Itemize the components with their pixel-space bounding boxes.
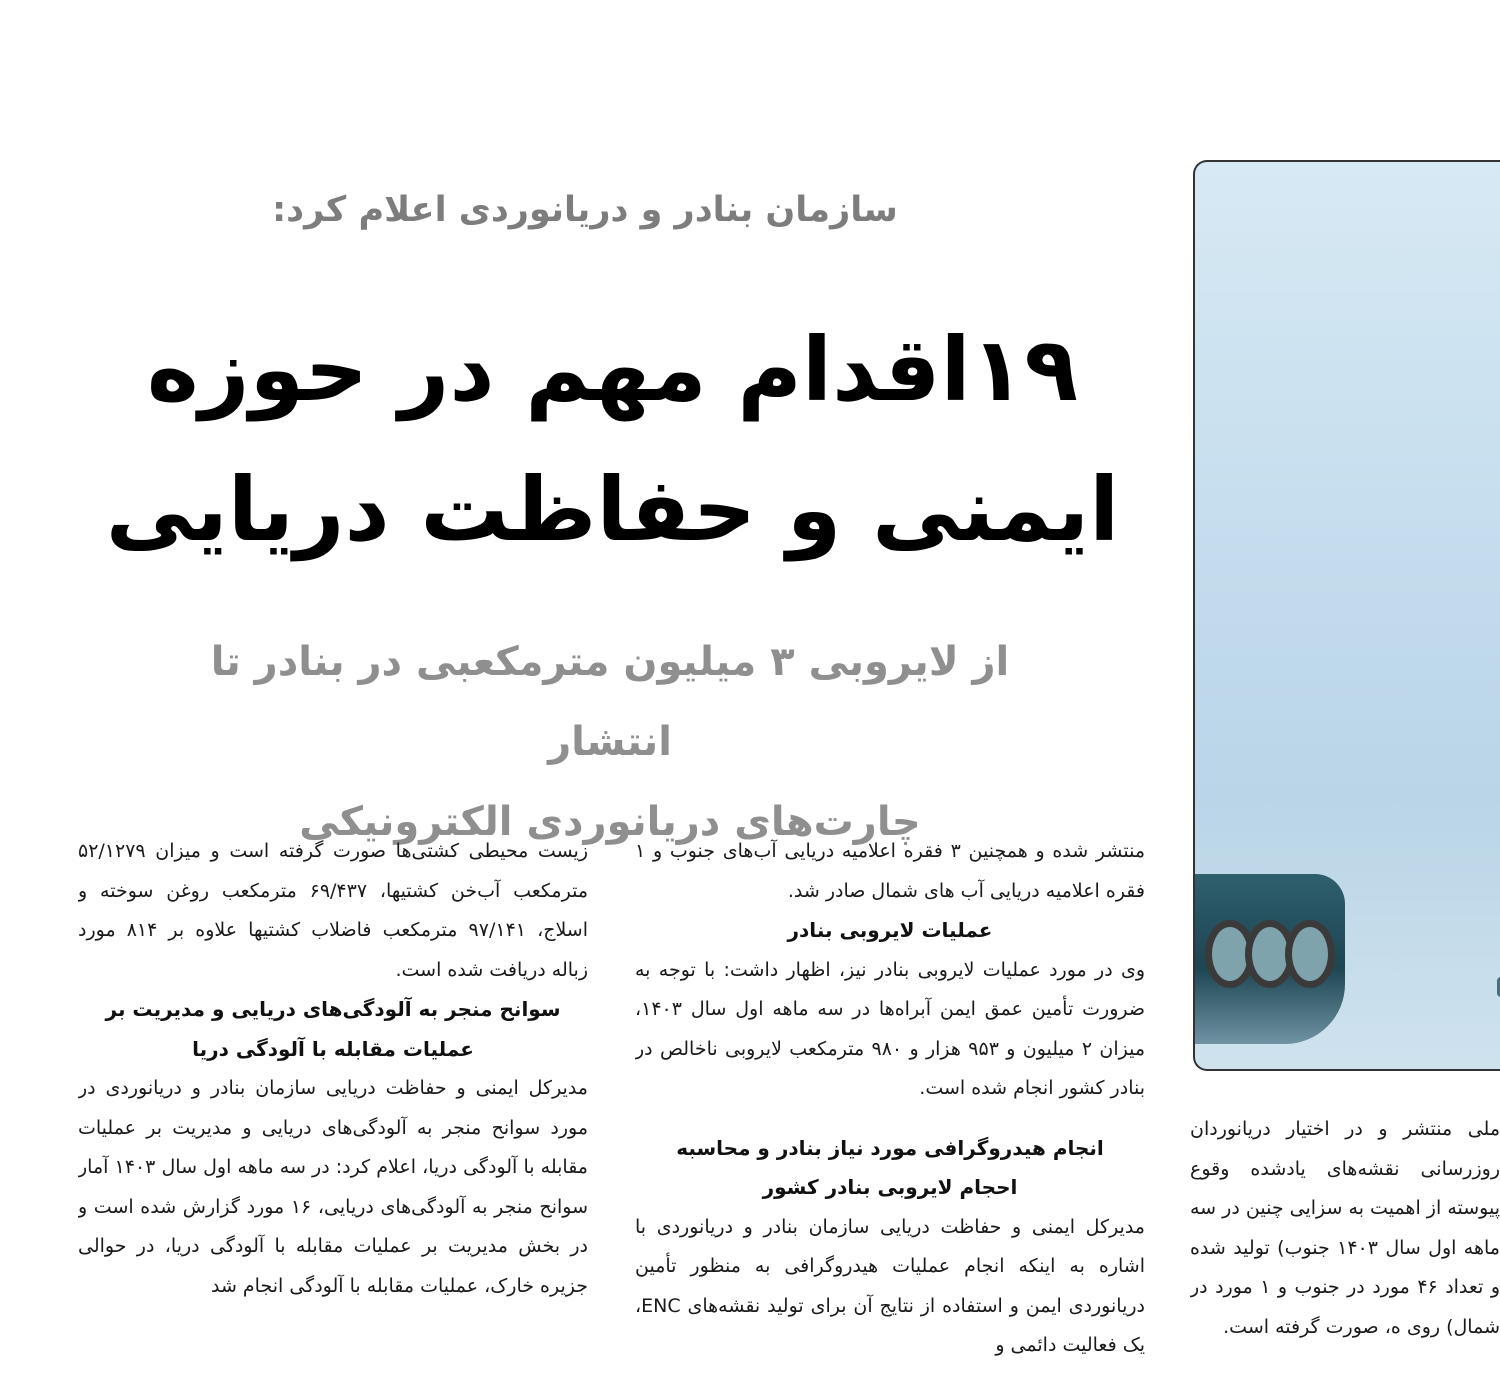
paragraph: وی در مورد عملیات لایروبی بنادر نیز، اظهار داشت: با توجه به ضرورت تأمین عمق ایمن آبراه‌ها در سه ماهه اول سال ۱۴۰۳، میزان ۲ میلیون و ۹۵۳ هزار و ۹۸۰ مترمکعب لایروبی ناخالص در بنادر کشور انجام شده است. xyxy=(635,958,1145,1099)
article-photo xyxy=(1193,160,1500,1071)
headline xyxy=(90,300,1135,580)
article-column-left xyxy=(78,832,588,1398)
paragraph: ملی منتشر و در اختیار دریانوردان روزرسانی نقشه‌های یادشده وقوع پیوسته از اهمیت به سزایی چنین در سه ماهه اول سال ۱۴۰۳ جنوب) تولید شده و تعداد ۴۶ مورد در جنوب و ۱ مورد در شمال) روی ه، صورت گرفته است. xyxy=(1190,1118,1500,1338)
section-heading-line-1: سوانح منجر به آلودگی‌های دریایی و مدیریت بر xyxy=(105,997,561,1021)
section-heading xyxy=(635,1129,1145,1208)
section-heading xyxy=(78,990,588,1069)
article-column-middle xyxy=(635,832,1145,1398)
headline-line-1: ۱۹اقدام مهم در حوزه xyxy=(146,318,1079,421)
section-heading-line-1: انجام هیدروگرافی مورد نیاز بنادر و محاسبه xyxy=(676,1135,1104,1160)
paragraph: مدیرکل ایمنی و حفاظت دریایی سازمان بنادر و دریانوردی با اشاره به اینکه انجام عملیات هیدروگرافی به منظور تأمین دریانوردی ایمن و استفاده از نتایج آن برای تولید نقشه‌های ENC، یک فعالیت دائمی و xyxy=(635,1215,1145,1356)
paragraph: منتشر شده و همچنین ۳ فقره اعلامیه دریایی آب‌های جنوب و ۱ فقره اعلامیه دریایی آب های شمال صادر شد. xyxy=(635,840,1145,902)
headline-line-2: ایمنی و حفاظت دریایی xyxy=(105,458,1120,561)
section-heading-line-2: احجام لایروبی بنادر کشور xyxy=(762,1175,1018,1199)
paragraph: مدیرکل ایمنی و حفاظت دریایی سازمان بنادر و دریانوردی در مورد سوانح منجر به آلودگی‌های دریایی و مدیریت بر عملیات مقابله با آلودگی دریا، اعلام کرد: در سه ماهه اول سال ۱۴۰۳ آمار سوانح منجر به آلودگی‌های دریایی، ۱۶ مورد گزارش شده است و در بخش مدیریت بر عملیات مقابله با آلودگی دریا، در حوالی جزیره خارک، عملیات مقابله با آلودگی انجام شد xyxy=(78,1077,588,1297)
subheadline-line-1: از لایروبی ۳ میلیون مترمکعبی در بنادر تا انتشار xyxy=(210,639,1010,765)
subheadline-line-2: چارت‌های دریانوردی الکترونیکی xyxy=(299,799,921,845)
section-heading: عملیات لایروبی بنادر xyxy=(787,918,993,942)
kicker: سازمان بنادر و دریانوردی اعلام کرد: xyxy=(272,190,898,230)
article-column-right-partial xyxy=(1190,1110,1500,1398)
paragraph: زیست محیطی کشتی‌ها صورت گرفته است و میزان ۵۲/۱۲۷۹ مترمکعب آب‌خن کشتیها، ۶۹/۴۳۷ مترمکعب روغن سوخته و اسلاج، ۹۷/۱۴۱ مترمکعب فاضلاب کشتیها علاوه بر ۸۱۴ مورد زباله دریافت شده است. xyxy=(78,840,588,981)
fender-tyre xyxy=(1285,920,1335,988)
subheadline xyxy=(150,622,1070,862)
section-heading-line-2: عملیات مقابله با آلودگی دریا xyxy=(192,1036,474,1061)
